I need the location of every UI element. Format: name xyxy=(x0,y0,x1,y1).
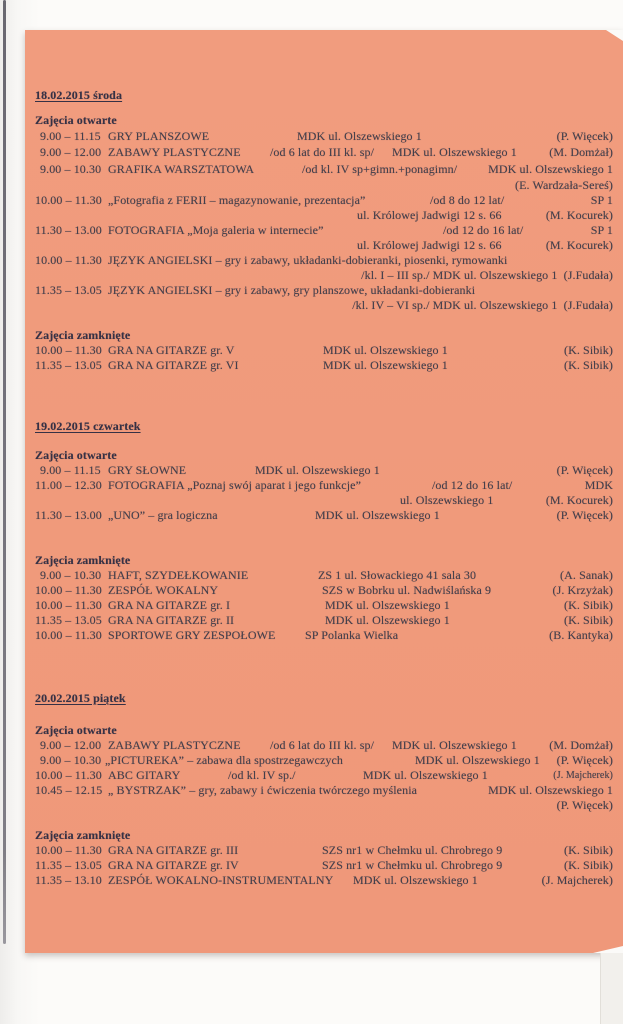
age-range: /od 12 do 16 lat/ xyxy=(432,478,513,492)
schedule-entry-line xyxy=(35,478,613,494)
continuation-line xyxy=(35,238,613,254)
schedule-entry-line xyxy=(35,129,613,145)
schedule-entry-line xyxy=(35,598,613,614)
location: MDK ul. Olszewskiego 1 xyxy=(315,508,440,522)
date-heading: 19.02.2015 czwartek xyxy=(35,419,141,433)
time-range: 9.00 – 10.30 xyxy=(40,753,102,767)
time-range: 11.35 – 13.10 xyxy=(35,873,102,887)
activity-title: GRA NA GITARZE gr. II xyxy=(108,613,235,627)
time-range: 9.00 – 11.15 xyxy=(40,463,101,477)
location: SZS nr1 w Chełmku ul. Chrobrego 9 xyxy=(322,858,503,872)
location: MDK ul. Olszewskiego 1 xyxy=(488,162,613,176)
schedule-entry-line xyxy=(35,223,613,239)
schedule-entry-line xyxy=(35,145,613,161)
time-range: 11.30 – 13.00 xyxy=(35,508,102,522)
instructor: (K. Sibik) xyxy=(564,858,613,872)
time-range: 11.35 – 13.05 xyxy=(35,858,102,872)
activity-title: GRA NA GITARZE gr. I xyxy=(108,598,231,612)
activity-title: JĘZYK ANGIELSKI – gry i zabawy, gry planszowe, układanki-dobieranki xyxy=(108,283,476,297)
instructor: (M. Domżał) xyxy=(549,145,613,159)
continuation-line xyxy=(35,208,613,224)
age-range: /od 12 do 16 lat/ xyxy=(443,223,524,237)
location: MDK ul. Olszewskiego 1 xyxy=(392,738,517,752)
location: MDK ul. Olszewskiego 1 xyxy=(255,463,380,477)
time-range: 10.00 – 11.30 xyxy=(35,193,102,207)
time-range: 10.00 – 11.30 xyxy=(35,343,102,357)
schedule-entry-line xyxy=(35,358,613,374)
activity-title: „Fotografia z FERII – magazynowanie, prezentacja” xyxy=(108,193,366,207)
date-heading-line xyxy=(35,691,613,707)
time-range: 10.00 – 11.30 xyxy=(35,768,102,782)
instructor: (B. Kantyka) xyxy=(549,628,613,642)
time-range: 9.00 – 11.15 xyxy=(40,129,101,143)
instructor: (K. Sibik) xyxy=(564,343,613,357)
time-range: 9.00 – 10.30 xyxy=(40,162,102,176)
group-heading: Zajęcia otwarte xyxy=(35,723,117,737)
location: MDK ul. Olszewskiego 1 xyxy=(353,873,478,887)
activity-title: ZESPÓŁ WOKALNO-INSTRUMENTALNY xyxy=(108,873,334,887)
location: SZS w Bobrku ul. Nadwiślańska 9 xyxy=(322,583,492,597)
location: MDK ul. Olszewskiego 1 xyxy=(363,768,488,782)
activity-title: JĘZYK ANGIELSKI – gry i zabawy, układanki-dobieranki, piosenki, rymowanki xyxy=(108,253,508,267)
activity-title: GRA NA GITARZE gr. V xyxy=(108,343,235,357)
group-heading-line xyxy=(35,828,613,844)
location: ul. Olszewskiego 1 xyxy=(400,493,494,507)
instructor: (K. Sibik) xyxy=(564,358,613,372)
continuation-line xyxy=(35,298,613,314)
activity-title: GRA NA GITARZE gr. IV xyxy=(108,858,239,872)
instructor: (A. Sanak) xyxy=(560,568,613,582)
instructor: (K. Sibik) xyxy=(564,598,613,612)
instructor: (P. Więcek) xyxy=(556,753,613,767)
group-heading-line xyxy=(35,553,613,569)
time-range: 10.45 – 12.15 xyxy=(35,783,103,797)
location: MDK ul. Olszewskiego 1 xyxy=(325,598,450,612)
location: MDK ul. Olszewskiego 1 xyxy=(297,129,422,143)
activity-title: „PICTUREKA” – zabawa dla spostrzegawczych xyxy=(105,753,344,767)
location: MDK xyxy=(584,478,613,492)
location: MDK ul. Olszewskiego 1 xyxy=(392,145,517,159)
instructor: (M. Kocurek) xyxy=(545,238,613,252)
activity-title: ZESPÓŁ WOKALNY xyxy=(108,583,219,597)
schedule-entry-line xyxy=(35,162,613,178)
activity-title: SPORTOWE GRY ZESPOŁOWE xyxy=(108,628,276,642)
location: MDK ul. Olszewskiego 1 xyxy=(323,358,448,372)
group-heading-line xyxy=(35,113,613,129)
time-range: 11.00 – 12.30 xyxy=(35,478,102,492)
activity-title: HAFT, SZYDEŁKOWANIE xyxy=(108,568,249,582)
schedule-entry-line xyxy=(35,613,613,629)
group-heading-line xyxy=(35,723,613,739)
date-heading: 20.02.2015 piątek xyxy=(35,691,126,705)
schedule-entry-line xyxy=(35,843,613,859)
instructor: (P. Więcek) xyxy=(556,798,613,812)
schedule-entry-line xyxy=(35,253,613,269)
instructor: (J. Majcherek) xyxy=(541,873,613,887)
schedule-entry-line xyxy=(35,753,613,769)
group-heading: Zajęcia otwarte xyxy=(35,113,117,127)
instructor: (E. Wardzała-Sereś) xyxy=(515,178,613,192)
schedule-entry-line xyxy=(35,463,613,479)
instructor: (P. Więcek) xyxy=(556,129,613,143)
schedule-entry-line xyxy=(35,858,613,874)
time-range: 10.00 – 11.30 xyxy=(35,598,102,612)
location: SZS nr1 w Chełmku ul. Chrobrego 9 xyxy=(322,843,503,857)
age-range: /od kl. IV sp./ xyxy=(228,768,296,782)
schedule-entry-line xyxy=(35,738,613,754)
schedule-entry-line xyxy=(35,193,613,209)
date-heading-line xyxy=(35,88,613,104)
age-range: /od 6 lat do III kl. sp/ xyxy=(270,738,375,752)
age-range: /od 8 do 12 lat/ xyxy=(430,193,505,207)
continuation-line xyxy=(35,178,613,194)
activity-title: FOTOGRAFIA „Moja galeria w internecie” xyxy=(108,223,324,237)
schedule-entry-line xyxy=(35,783,613,799)
time-range: 11.30 – 13.00 xyxy=(35,223,102,237)
activity-title: „UNO” – gra logiczna xyxy=(108,508,218,522)
schedule-entry-line xyxy=(35,628,613,644)
date-heading-line xyxy=(35,419,613,435)
activity-title: ZABAWY PLASTYCZNE xyxy=(108,738,241,752)
location: MDK ul. Olszewskiego 1 xyxy=(488,783,613,797)
location: SP 1 xyxy=(590,223,613,237)
activity-title: ABC GITARY xyxy=(108,768,181,782)
group-heading-line xyxy=(35,328,613,344)
continuation-line xyxy=(35,268,613,284)
location: ul. Królowej Jadwigi 12 s. 66 xyxy=(357,208,502,222)
location: SP Polanka Wielka xyxy=(305,628,399,642)
date-heading: 18.02.2015 środa xyxy=(35,88,123,102)
location: MDK ul. Olszewskiego 1 xyxy=(323,343,448,357)
activity-title: FOTOGRAFIA „Poznaj swój aparat i jego funkcje” xyxy=(108,478,361,492)
activity-title: ZABAWY PLASTYCZNE xyxy=(108,145,241,159)
instructor: (P. Więcek) xyxy=(556,463,613,477)
schedule-entry-line xyxy=(35,768,613,784)
instructor: (K. Sibik) xyxy=(564,843,613,857)
time-range: 10.00 – 11.30 xyxy=(35,583,102,597)
group-heading-line xyxy=(35,448,613,464)
schedule-entry-line xyxy=(35,283,613,299)
time-range: 9.00 – 12.00 xyxy=(40,738,102,752)
location-and-instructor: /kl. IV – VI sp./ MDK ul. Olszewskiego 1 (J.Fudała) xyxy=(352,298,613,312)
instructor: (P. Więcek) xyxy=(556,508,613,522)
continuation-line xyxy=(35,493,613,509)
age-range: /od kl. IV sp+gimn.+ponagimn/ xyxy=(302,162,458,176)
group-heading: Zajęcia otwarte xyxy=(35,448,117,462)
time-range: 9.00 – 12.00 xyxy=(40,145,102,159)
schedule-entry-line xyxy=(35,508,613,524)
location: ul. Królowej Jadwigi 12 s. 66 xyxy=(357,238,502,252)
time-range: 11.35 – 13.05 xyxy=(35,358,102,372)
time-range: 10.00 – 11.30 xyxy=(35,843,102,857)
instructor: (M. Kocurek) xyxy=(545,493,613,507)
schedule-entry-line xyxy=(35,568,613,584)
time-range: 9.00 – 10.30 xyxy=(40,568,102,582)
location: MDK ul. Olszewskiego 1 xyxy=(325,613,450,627)
instructor: (K. Sibik) xyxy=(564,613,613,627)
group-heading: Zajęcia zamknięte xyxy=(35,828,131,842)
scan-spine-edge-line xyxy=(3,0,6,944)
instructor: (M. Domżał) xyxy=(549,738,613,752)
activity-title: GRA NA GITARZE gr. VI xyxy=(108,358,239,372)
schedule-content xyxy=(35,0,613,1024)
activity-title: GRY SŁOWNE xyxy=(108,463,187,477)
instructor: (M. Kocurek) xyxy=(545,208,613,222)
schedule-entry-line xyxy=(35,873,613,889)
location: SP 1 xyxy=(590,193,613,207)
activity-title: GRAFIKA WARSZTATOWA xyxy=(108,162,255,176)
location-and-instructor: /kl. I – III sp./ MDK ul. Olszewskiego 1 (J.Fudała) xyxy=(361,268,613,282)
time-range: 11.35 – 13.05 xyxy=(35,613,102,627)
instructor: (J. Krzyżak) xyxy=(552,583,613,597)
schedule-entry-line xyxy=(35,583,613,599)
group-heading: Zajęcia zamknięte xyxy=(35,553,131,567)
time-range: 10.00 – 11.30 xyxy=(35,628,102,642)
group-heading: Zajęcia zamknięte xyxy=(35,328,131,342)
location: MDK ul. Olszewskiego 1 xyxy=(415,753,540,767)
instructor: (J. Majcherek) xyxy=(553,770,613,781)
continuation-line xyxy=(35,798,613,814)
location: ZS 1 ul. Słowackiego 41 sala 30 xyxy=(318,568,477,582)
time-range: 10.00 – 11.30 xyxy=(35,253,102,267)
age-range: /od 6 lat do III kl. sp/ xyxy=(270,145,375,159)
activity-title: „ BYSTRZAK” – gry, zabawy i ćwiczenia twórczego myślenia xyxy=(108,783,418,797)
activity-title: GRA NA GITARZE gr. III xyxy=(108,843,239,857)
schedule-entry-line xyxy=(35,343,613,359)
time-range: 11.35 – 13.05 xyxy=(35,283,102,297)
activity-title: GRY PLANSZOWE xyxy=(108,129,210,143)
